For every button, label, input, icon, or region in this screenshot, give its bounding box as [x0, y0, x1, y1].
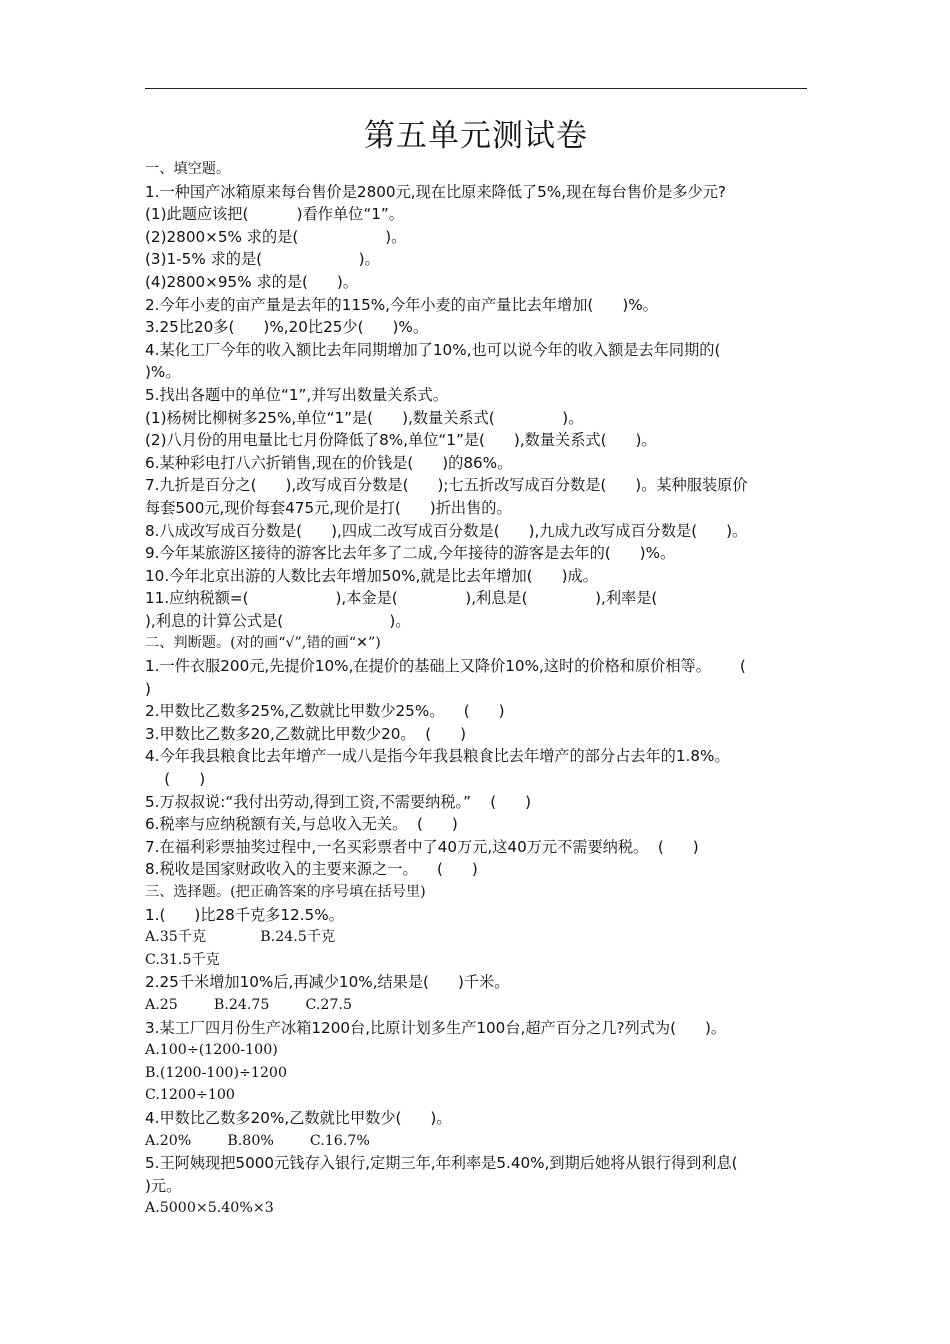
question-line: 4.今年我县粮食比去年增产一成八是指今年我县粮食比去年增产的部分占去年的1.8%。 — [145, 747, 730, 766]
question-line: 5.万叔叔说:“我付出劳动,得到工资,不需要纳税。” ( ) — [145, 792, 532, 811]
question-line: 3.25比20多( )%,20比25少( )%。 — [145, 318, 429, 337]
question-line: )%。 — [145, 363, 181, 382]
question-line: (2)八月份的用电量比七月份降低了8%,单位“1”是( ),数量关系式( )。 — [145, 431, 657, 450]
question-line: 5.王阿姨现把5000元钱存入银行,定期三年,年利率是5.40%,到期后她将从银行得到利息( — [145, 1154, 738, 1173]
question-line: 10.今年北京出游的人数比去年增加50%,就是比去年增加( )成。 — [145, 566, 598, 585]
question-line: (1)杨树比柳树多25%,单位“1”是( ),数量关系式( )。 — [145, 408, 584, 427]
answer-options: A.5000×5.40%×3 — [145, 1200, 274, 1217]
question-line: 4.甲数比乙数多20%,乙数就比甲数少( )。 — [145, 1108, 452, 1127]
question-line: 8.税收是国家财政收入的主要来源之一。 ( ) — [145, 860, 478, 879]
answer-options: A.20% B.80% C.16.7% — [145, 1132, 370, 1149]
question-line: 2.25千米增加10%后,再减少10%,结果是( )千米。 — [145, 973, 510, 992]
question-line: 7.在福利彩票抽奖过程中,一名买彩票者中了40万元,这40万元不需要纳税。 ( ) — [145, 837, 699, 856]
question-line: 1.( )比28千克多12.5%。 — [145, 905, 344, 924]
question-line: ) — [145, 679, 151, 698]
section-heading: 一、填空题。 — [145, 161, 231, 177]
question-line: 6.某种彩电打八六折销售,现在的价钱是( )的86%。 — [145, 453, 513, 472]
question-line: 3.甲数比乙数多20,乙数就比甲数少20。 ( ) — [145, 724, 467, 743]
question-line: 8.八成改写成百分数是( ),四成二改写成百分数是( ),九成九改写成百分数是( )。 — [145, 521, 748, 540]
question-line: 1.一种国产冰箱原来每台售价是2800元,现在比原来降低了5%,现在每台售价是多少元? — [145, 182, 726, 201]
question-line: (2)2800×5% 求的是( )。 — [145, 227, 407, 246]
header-rule — [145, 88, 807, 89]
answer-options: B.(1200-100)÷1200 — [145, 1064, 287, 1081]
question-line: ( ) — [145, 770, 206, 789]
question-line: (1)此题应该把( )看作单位“1”。 — [145, 205, 404, 224]
section-heading: 三、选择题。(把正确答案的序号填在括号里) — [145, 884, 426, 900]
page-title: 第五单元测试卷 — [364, 118, 588, 154]
question-line: 9.今年某旅游区接待的游客比去年多了二成,今年接待的游客是去年的( )%。 — [145, 544, 676, 563]
answer-options: A.100÷(1200-100) — [145, 1042, 278, 1059]
question-line: 5.找出各题中的单位“1”,并写出数量关系式。 — [145, 385, 448, 404]
question-line: 4.某化工厂今年的收入额比去年同期增加了10%,也可以说今年的收入额是去年同期的( — [145, 340, 721, 359]
answer-options: A.25 B.24.75 C.27.5 — [145, 996, 352, 1013]
question-line: 每套500元,现价每套475元,现价是打( )折出售的。 — [145, 498, 512, 517]
question-line: ),利息的计算公式是( )。 — [145, 611, 411, 630]
section-heading: 二、判断题。(对的画“√”,错的画“✕”) — [145, 635, 381, 652]
question-line: 3.某工厂四月份生产冰箱1200台,比原计划多生产100台,超产百分之几?列式为( )。 — [145, 1018, 727, 1037]
question-line: (4)2800×95% 求的是( )。 — [145, 272, 359, 291]
question-list — [145, 158, 807, 1220]
answer-options: C.1200÷100 — [145, 1087, 235, 1104]
answer-options: A.35千克 B.24.5千克 — [145, 929, 336, 946]
question-line: (3)1-5% 求的是( )。 — [145, 250, 380, 269]
question-line: )元。 — [145, 1176, 182, 1195]
question-line: 6.税率与应纳税额有关,与总收入无关。 ( ) — [145, 815, 458, 834]
document-page — [145, 0, 807, 1344]
answer-options: C.31.5千克 — [145, 951, 220, 968]
question-line: 2.甲数比乙数多25%,乙数就比甲数少25%。 ( ) — [145, 702, 505, 721]
question-line: 7.九折是百分之( ),改写成百分数是( );七五折改写成百分数是( )。某种服装原价 — [145, 476, 748, 495]
question-line: 1.一件衣服200元,先提价10%,在提价的基础上又降价10%,这时的价格和原价相等。 ( — [145, 657, 746, 676]
question-line: 2.今年小麦的亩产量是去年的115%,今年小麦的亩产量比去年增加( )%。 — [145, 295, 658, 314]
question-line: 11.应纳税额=( ),本金是( ),利息是( ),利率是( — [145, 589, 658, 608]
